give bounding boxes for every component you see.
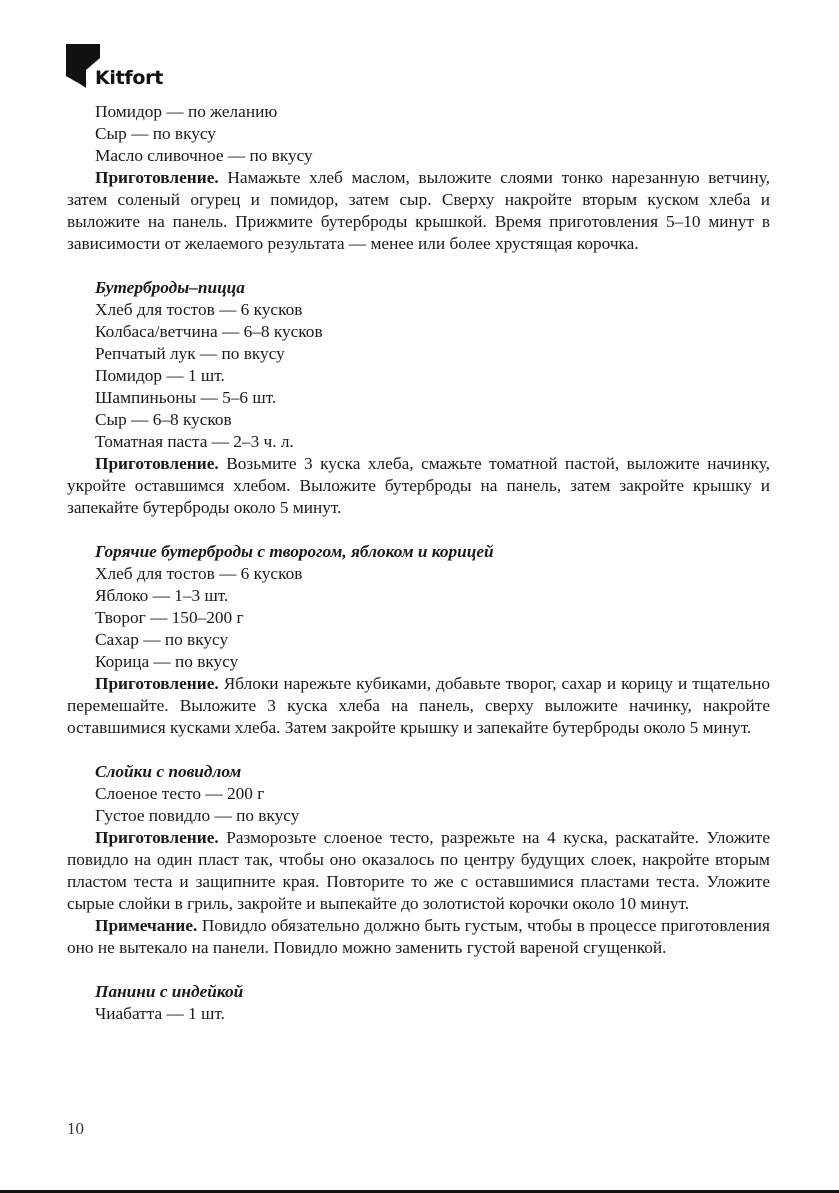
recipe-title: Слойки с повидлом [95,762,242,781]
ingredient-line: Помидор — по желанию [95,102,278,121]
ingredient-line: Репчатый лук — по вкусу [95,344,285,363]
preparation-text: Намажьте хлеб маслом, выложите слоями тонко нарезанную ветчину, затем соленый огурец и помидор, затем сыр. Сверху накройте вторым куском хлеба и выложите на панель. Прижмите бутерброды крышкой. Время приготовления 5–10 минут в зависимости от желаемого результата — менее или более хрустящая корочка. [67,168,770,253]
recipe-title: Бутерброды–пицца [95,278,245,297]
recipe-section [67,761,770,959]
recipe-section [67,277,770,519]
preparation-text: Разморозьте слоеное тесто, разрежьте на 4 куска, раскатайте. Уложите повидло на один пласт так, чтобы оно оказалось по центру будущих слоек, накройте вторым пластом теста и защипните края. Повторите то же с оставшимися пластами теста. Уложите сырые слойки в гриль, закройте и выпекайте до золотистой корочки около 10 минут. [67,828,770,913]
recipe-title: Панини с индейкой [95,982,244,1001]
ingredient-line: Слоеное тесто — 200 г [95,784,265,803]
ingredient-line: Творог — 150–200 г [95,608,244,627]
recipe-section [67,981,770,1025]
preparation-text: Яблоки нарежьте кубиками, добавьте творог, сахар и корицу и тщательно перемешайте. Выложите 3 куска хлеба на панель, сверху выложите начинку, накройте оставшимися кусками хлеба. Затем закройте крышку и запекайте бутерброды около 5 минут. [67,674,770,737]
note-label: Примечание. [95,916,198,935]
preparation-label: Приготовление. [95,454,219,473]
ingredient-line: Густое повидло — по вкусу [95,806,300,825]
ingredient-line: Помидор — 1 шт. [95,366,225,385]
intro-section [67,101,770,255]
preparation-paragraph [67,453,770,519]
ingredient-line: Корица — по вкусу [95,652,239,671]
preparation-paragraph [67,827,770,915]
recipe-section [67,541,770,739]
ingredient-line: Чиабатта — 1 шт. [95,1004,225,1023]
ingredient-line: Яблоко — 1–3 шт. [95,586,229,605]
ingredient-line: Сыр — 6–8 кусков [95,410,232,429]
preparation-label: Приготовление. [95,828,219,847]
preparation-paragraph [67,167,770,255]
ingredient-line: Хлеб для тостов — 6 кусков [95,564,303,583]
preparation-label: Приготовление. [95,674,219,693]
recipe-title: Горячие бутерброды с творогом, яблоком и корицей [95,542,494,561]
preparation-paragraph [67,673,770,739]
ingredient-line: Колбаса/ветчина — 6–8 кусков [95,322,323,341]
page-number: 10 [67,1119,84,1138]
preparation-text: Возьмите 3 куска хлеба, смажьте томатной пастой, выложите начинку, укройте оставшимся хлебом. Выложите бутерброды на панель, затем закройте крышку и запекайте бутерброды около 5 минут. [67,454,770,517]
preparation-label: Приготовление. [95,168,219,187]
note-paragraph [67,915,770,959]
note-text: Повидло обязательно должно быть густым, чтобы в процессе приготовления оно не вытекало на панели. Повидло можно заменить густой вареной сгущенкой. [67,916,770,957]
ingredient-line: Сыр — по вкусу [95,124,216,143]
brand-name: Kitfort [95,67,163,89]
ingredient-line: Томатная паста — 2–3 ч. л. [95,432,294,451]
ingredient-line: Хлеб для тостов — 6 кусков [95,300,303,319]
ingredient-line: Масло сливочное — по вкусу [95,146,313,165]
ingredient-line: Сахар — по вкусу [95,630,229,649]
ingredient-line: Шампиньоны — 5–6 шт. [95,388,277,407]
brand-logo [66,44,163,93]
page-content [67,101,770,1025]
